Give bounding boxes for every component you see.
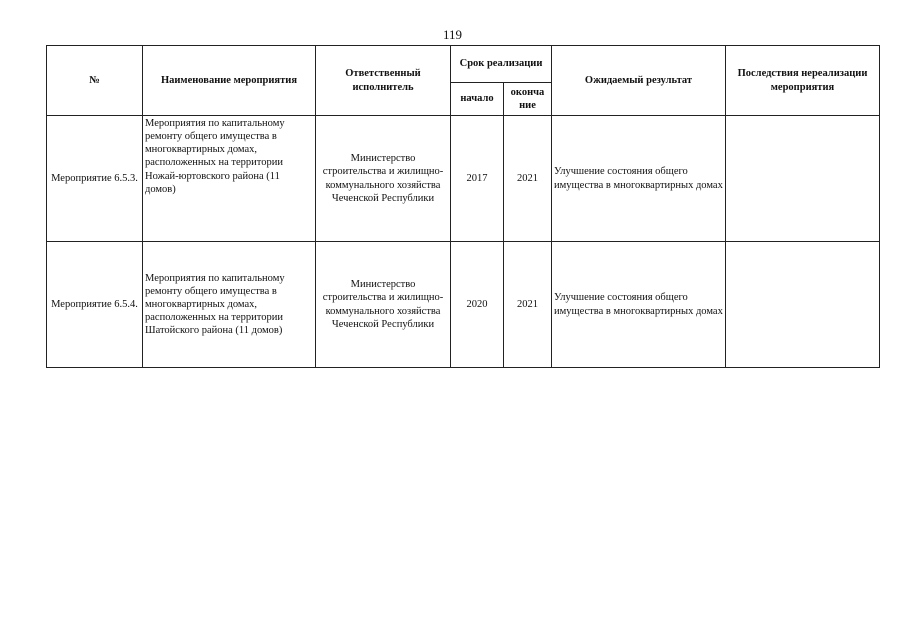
table-row	[47, 242, 880, 368]
header-executor: Ответственный исполнитель	[316, 46, 451, 116]
row-executor: Министерство строительства и жилищно-коммунального хозяйства Чеченской Республики	[316, 242, 451, 368]
page-number: 119	[442, 27, 463, 42]
table-row	[47, 116, 880, 242]
table-header	[47, 46, 880, 116]
row-start: 2017	[451, 116, 504, 242]
row-result: Улучшение состояния общего имущества в многоквартирных домах	[552, 242, 726, 368]
row-consequences	[726, 116, 880, 242]
measures-table	[46, 45, 880, 368]
row-start: 2020	[451, 242, 504, 368]
row-executor: Министерство строительства и жилищно-коммунального хозяйства Чеченской Республики	[316, 116, 451, 242]
header-result: Ожидаемый результат	[552, 46, 726, 116]
header-term: Срок реализации	[451, 46, 552, 83]
header-name: Наименование мероприятия	[143, 46, 316, 116]
row-end: 2021	[504, 242, 552, 368]
header-consequences: Последствия нереализации мероприятия	[726, 46, 880, 116]
row-name: Мероприятия по капитальному ремонту общего имущества в многоквартирных домах, расположенных на территории Шатойского района (11 домов)	[143, 242, 316, 368]
header-start: начало	[451, 83, 504, 116]
row-result: Улучшение состояния общего имущества в многоквартирных домах	[552, 116, 726, 242]
header-num: №	[47, 46, 143, 116]
header-end: оконча ние	[504, 83, 552, 116]
header-row	[47, 46, 880, 83]
row-num: Мероприятие 6.5.3.	[47, 116, 143, 242]
row-name: Мероприятия по капитальному ремонту общего имущества в многоквартирных домах, расположенных на территории Ножай-юртовского района (11 домов)	[143, 116, 316, 242]
row-end: 2021	[504, 116, 552, 242]
row-num: Мероприятие 6.5.4.	[47, 242, 143, 368]
row-consequences	[726, 242, 880, 368]
